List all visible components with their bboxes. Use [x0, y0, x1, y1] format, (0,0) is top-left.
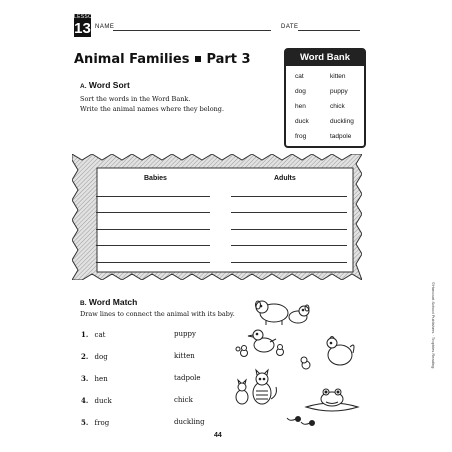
- match-number: 4.: [81, 396, 89, 405]
- lesson-label: LESSON: [74, 14, 97, 20]
- word-bank-word: tadpole: [330, 133, 352, 140]
- match-number: 2.: [81, 352, 89, 361]
- word-bank-word: dog: [295, 88, 306, 95]
- dog-and-puppy-icon: [256, 301, 310, 325]
- match-number: 3.: [81, 374, 89, 383]
- match-number: 5.: [81, 418, 89, 427]
- section-b-instruction: Draw lines to connect the animal with its baby.: [80, 310, 235, 318]
- animal-illustrations: [232, 295, 372, 427]
- match-animal[interactable]: frog: [94, 419, 110, 427]
- adults-line-3[interactable]: [231, 229, 347, 230]
- match-row-2: [81, 352, 108, 361]
- match-animal[interactable]: dog: [94, 353, 108, 361]
- match-baby-5[interactable]: duckling: [174, 418, 205, 426]
- match-baby-3[interactable]: tadpole: [174, 374, 201, 382]
- word-bank-word: kitten: [330, 73, 346, 80]
- section-a-title: Word Sort: [88, 80, 130, 90]
- adults-line-4[interactable]: [231, 245, 347, 246]
- hen-and-chick-icon: [301, 337, 354, 370]
- col-header-adults: Adults: [274, 175, 296, 182]
- section-a-heading: [80, 80, 130, 90]
- adults-line-5[interactable]: [231, 262, 347, 263]
- copyright-side-text: ©Harcourt School Publishers · Trophies Reading: [431, 282, 436, 369]
- babies-line-3[interactable]: [96, 229, 210, 230]
- match-baby-4[interactable]: chick: [174, 396, 193, 404]
- word-bank-word: cat: [295, 73, 304, 80]
- babies-line-2[interactable]: [96, 212, 210, 213]
- match-number: 1.: [81, 330, 89, 339]
- section-a-instruction-1: Sort the words in the Word Bank.: [80, 95, 191, 103]
- word-bank-word: frog: [295, 133, 307, 140]
- word-bank-word: hen: [295, 103, 306, 110]
- babies-line-5[interactable]: [96, 262, 210, 263]
- lesson-number: 13: [74, 20, 91, 37]
- name-line[interactable]: [113, 30, 271, 31]
- section-b-letter: B.: [80, 300, 87, 307]
- match-animal[interactable]: duck: [94, 397, 112, 405]
- section-b-heading: [80, 297, 137, 307]
- frog-and-tadpole-icon: [287, 389, 358, 426]
- name-label: NAME: [95, 24, 115, 30]
- word-bank-title: Word Bank: [286, 50, 364, 66]
- title-bullet: [195, 56, 201, 62]
- match-row-5: [81, 418, 109, 427]
- babies-line-1[interactable]: [96, 196, 210, 197]
- match-baby-1[interactable]: puppy: [174, 330, 196, 338]
- match-animal[interactable]: hen: [94, 375, 108, 383]
- word-bank-word: puppy: [330, 88, 348, 95]
- match-row-1: [81, 330, 105, 339]
- col-header-babies: Babies: [144, 175, 167, 182]
- lesson-badge: [74, 14, 97, 37]
- word-bank-word: duckling: [330, 118, 354, 125]
- match-animal[interactable]: cat: [94, 331, 106, 339]
- adults-line-2[interactable]: [231, 212, 347, 213]
- duck-and-ducklings-icon: [236, 330, 284, 357]
- date-label: DATE: [281, 24, 299, 30]
- cat-and-kitten-icon: [236, 370, 276, 404]
- word-bank-word: chick: [330, 103, 345, 110]
- match-baby-2[interactable]: kitten: [174, 352, 195, 360]
- match-row-3: [81, 374, 108, 383]
- adults-line-1[interactable]: [231, 196, 347, 197]
- match-row-4: [81, 396, 112, 405]
- word-bank: [284, 48, 366, 148]
- section-a-letter: A.: [80, 83, 87, 90]
- title-part: Part 3: [206, 52, 251, 67]
- title-main: Animal Families: [74, 52, 190, 67]
- date-line[interactable]: [298, 30, 360, 31]
- section-b-title: Word Match: [88, 297, 138, 307]
- section-a-instruction-2: Write the animal names where they belong.: [80, 105, 225, 113]
- page-title: [74, 52, 251, 67]
- word-bank-word: duck: [295, 118, 309, 125]
- page-number: 44: [214, 432, 222, 439]
- babies-line-4[interactable]: [96, 245, 210, 246]
